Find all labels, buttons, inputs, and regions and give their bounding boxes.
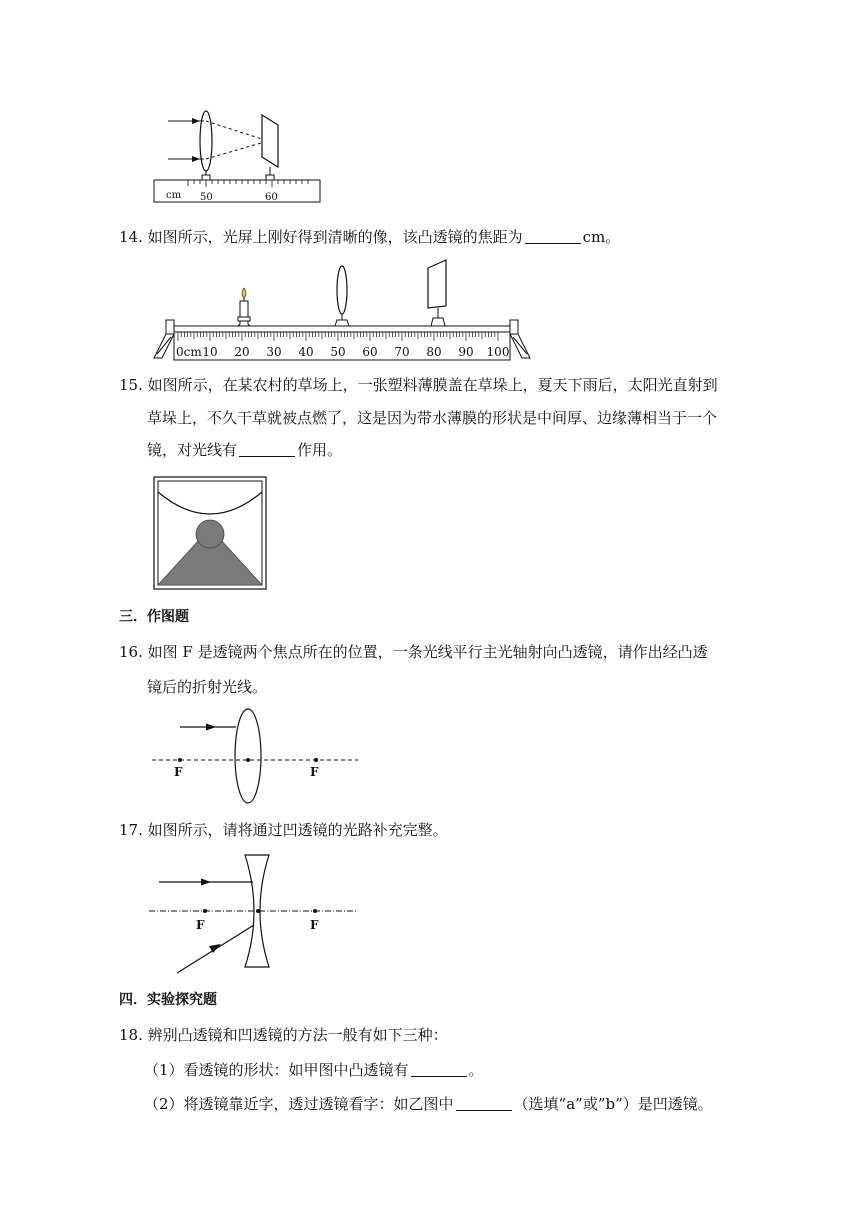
q14-ruler-label: 30 [266, 345, 282, 359]
q15-line3-before: 镜，对光线有 [147, 441, 238, 459]
q18-sub1 [144, 1060, 484, 1080]
q14-ruler-label: 40 [298, 345, 314, 359]
q14-text-after: cm。 [582, 228, 621, 246]
q15-number: 15. [119, 376, 143, 394]
q14-text [119, 227, 620, 247]
section4-title: 四．实验探究题 [119, 992, 217, 1008]
q17-text [119, 820, 448, 840]
q14-ruler-label: 90 [458, 345, 474, 359]
q14-optical-bench-figure [152, 258, 532, 362]
q14-ruler-label: 70 [394, 345, 410, 359]
q15-line2: 草垛上，不久干草就被点燃了，这是因为带水薄膜的形状是中间厚、边缘薄相当于一个 [147, 409, 718, 427]
q13-ruler-unit: cm [166, 190, 182, 201]
q18-sub2-after: （选填“a”或”b”）是凹透镜。 [513, 1095, 713, 1113]
q14-ruler-label: 10 [202, 345, 218, 359]
q14-ruler-label: 100 [486, 345, 510, 359]
q13-lens-figure [148, 105, 328, 205]
q18-sub2-before: （2）将透镜靠近字，透过透镜看字：如乙图中 [144, 1095, 454, 1113]
q16-line1-text: 如图 F 是透镜两个焦点所在的位置，一条光线平行主光轴射向凸透镜，请作出经凸透 [147, 643, 708, 661]
q15-answer-blank[interactable] [239, 442, 295, 457]
q18-sub2 [144, 1094, 713, 1114]
q15-line1 [119, 375, 718, 395]
q14-text-before: 如图所示，光屏上刚好得到清晰的像，该凸透镜的焦距为 [147, 228, 523, 246]
q18-sub1-before: （1）看透镜的形状：如甲图中凸透镜有 [144, 1061, 409, 1079]
q15-line3 [147, 440, 342, 460]
q14-answer-blank[interactable] [525, 229, 581, 244]
q18-text [119, 1025, 448, 1045]
q16-number: 16. [119, 643, 143, 661]
q16-convex-lens-figure [150, 706, 362, 806]
q18-text-body: 辨别凸透镜和凹透镜的方法一般有如下三种： [147, 1026, 448, 1044]
q13-ruler-label-60: 60 [265, 192, 278, 203]
q15-haystack-figure [153, 476, 267, 590]
q18-sub1-answer-blank[interactable] [411, 1062, 467, 1077]
section3-title: 三．作图题 [119, 609, 189, 625]
q17-number: 17. [119, 821, 143, 839]
q18-sub2-answer-blank[interactable] [456, 1096, 512, 1111]
q17-focus-left: F [196, 918, 205, 932]
q14-ruler-label: 0cm [176, 345, 202, 359]
q14-number: 14. [119, 228, 143, 246]
q17-concave-lens-figure [147, 853, 362, 977]
q16-focus-right: F [310, 765, 319, 779]
q14-ruler-label: 60 [362, 345, 378, 359]
q18-sub1-after: 。 [468, 1061, 484, 1079]
q16-line2: 镜后的折射光线。 [147, 678, 268, 696]
q16-focus-left: F [174, 765, 183, 779]
q14-ruler-label: 80 [426, 345, 442, 359]
q13-ruler-label-50: 50 [200, 192, 213, 203]
q16-line1 [119, 642, 708, 662]
q18-number: 18. [119, 1026, 143, 1044]
q14-ruler-label: 50 [330, 345, 346, 359]
q15-line3-after: 作用。 [297, 441, 343, 459]
q17-text-body: 如图所示，请将通过凹透镜的光路补充完整。 [147, 821, 448, 839]
q17-focus-right: F [310, 918, 319, 932]
q14-ruler-label: 20 [234, 345, 250, 359]
q15-line1-text: 如图所示，在某农村的草场上，一张塑料薄膜盖在草垛上，夏天下雨后，太阳光直射到 [147, 376, 718, 394]
